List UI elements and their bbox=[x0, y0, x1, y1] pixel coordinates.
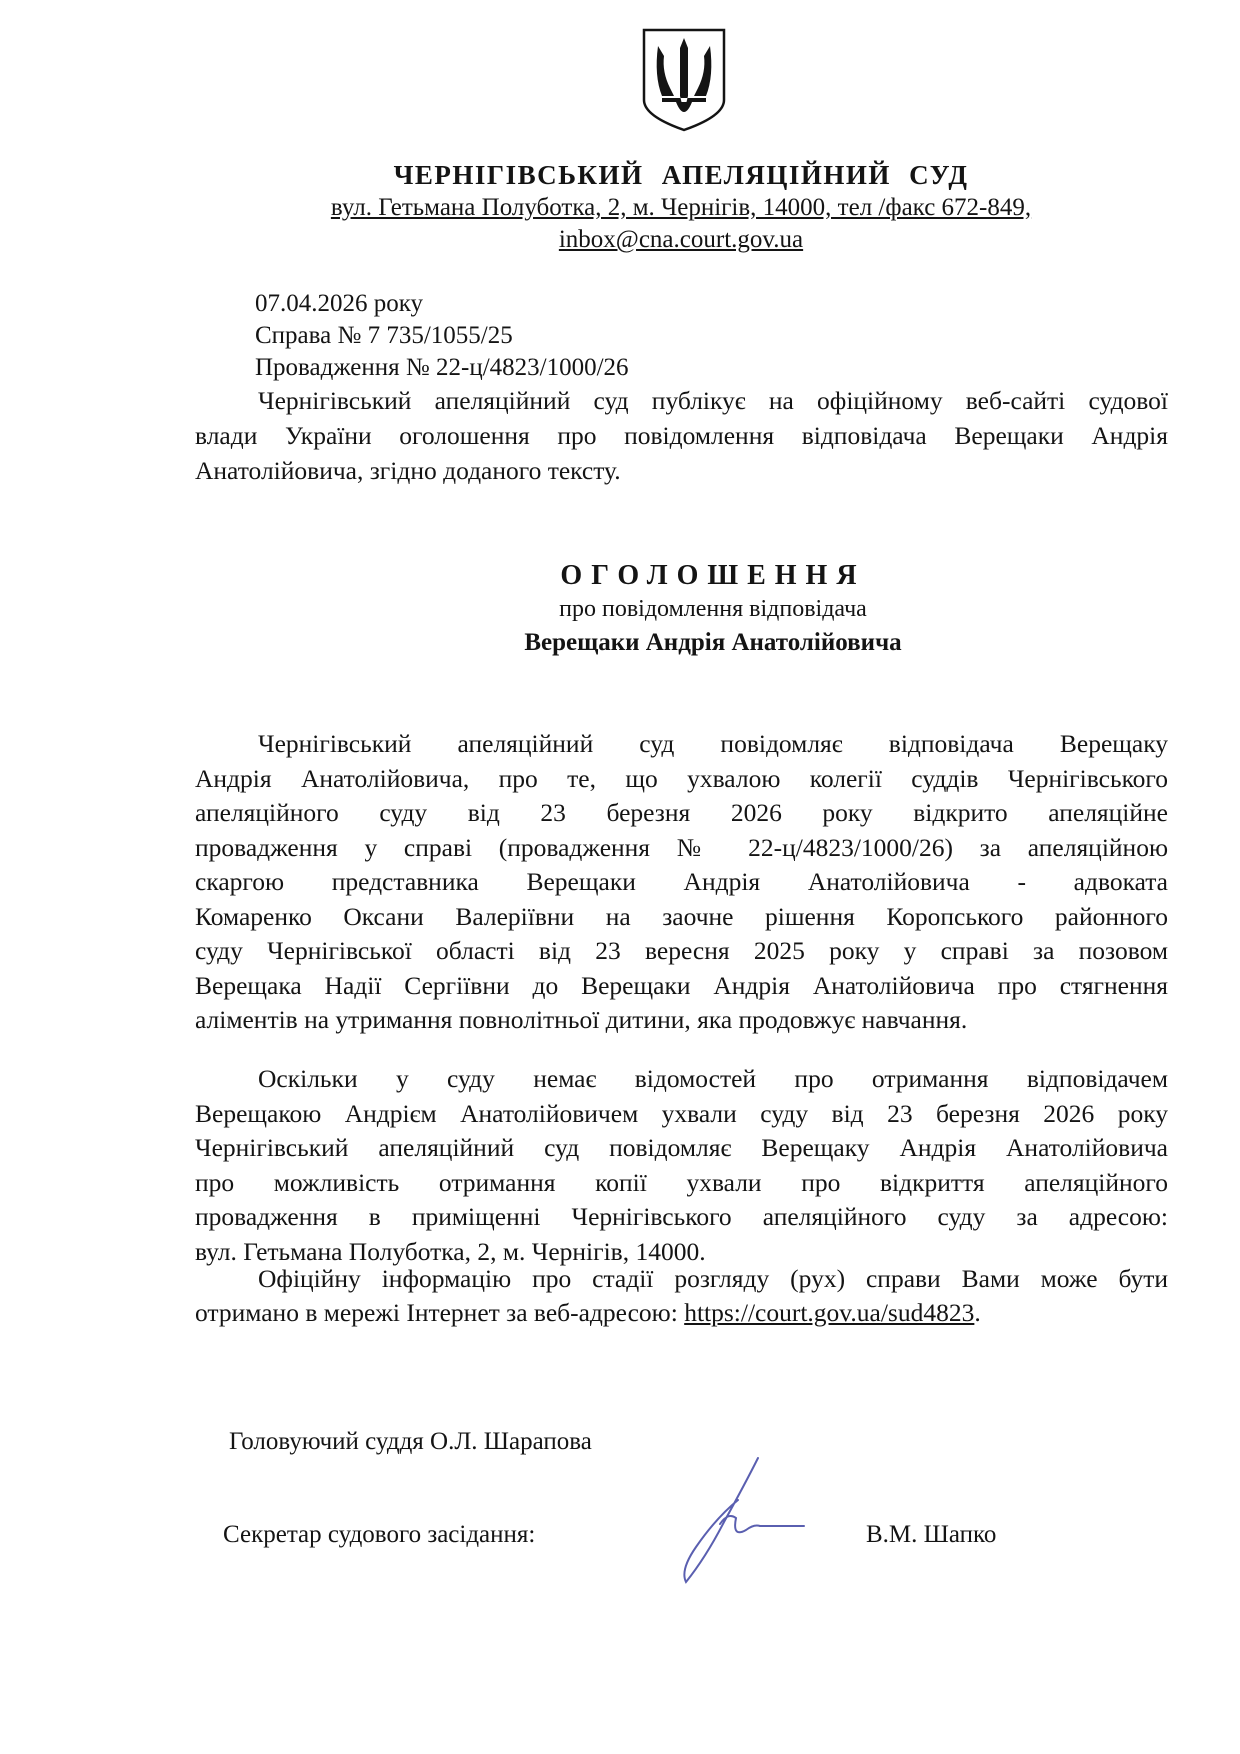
para1-line: Чернігівський апеляційний суд повідомляє відповідача Верещаку bbox=[258, 729, 1168, 758]
para1-line: суду Чернігівської області від 23 вересня 2025 року у справі за позовом bbox=[195, 936, 1168, 965]
para2-line: вул. Гетьмана Полуботка, 2, м. Чернігів, 14000. bbox=[195, 1236, 706, 1266]
para3-text: . bbox=[974, 1298, 981, 1327]
para1-line: апеляційного суду від 23 березня 2026 року відкрито апеляційне bbox=[195, 798, 1168, 827]
para1-line: Комаренко Оксани Валеріївни на заочне рішення Коропського районного bbox=[195, 901, 1168, 931]
para2-line: Верещакою Андрієм Анатолійовичем ухвали суду від 23 березня 2026 року bbox=[195, 1098, 1168, 1128]
para3-line bbox=[195, 1298, 981, 1328]
intro-line: Анатолійовича, згідно доданого тексту. bbox=[195, 456, 621, 485]
letter-date: 07.04.2026 року bbox=[255, 290, 424, 317]
para2-line: Оскільки у суду немає відомостей про отримання відповідачем bbox=[258, 1064, 1168, 1093]
notice-heading: ОГОЛОШЕННЯ bbox=[560, 560, 866, 591]
para1-line: Верещака Надії Сергіївни до Верещаки Андрія Анатолійовича про стягнення bbox=[195, 970, 1168, 1000]
presiding-judge: Головуючий суддя О.Л. Шарапова bbox=[229, 1428, 592, 1455]
notice-defendant-name: Верещаки Андрія Анатолійовича bbox=[524, 629, 902, 656]
notice-subtitle: про повідомлення відповідача bbox=[559, 596, 867, 622]
para1-line: скаргою представника Верещаки Андрія Анатолійовича - адвоката bbox=[195, 867, 1168, 896]
intro-line: Чернігівський апеляційний суд публікує на офіційному веб-сайті судової bbox=[258, 386, 1168, 415]
para3-text: отримано в мережі Інтернет за веб-адресою: bbox=[195, 1298, 685, 1327]
proceeding-number: Провадження № 22-ц/4823/1000/26 bbox=[255, 354, 629, 381]
secretary-label: Секретар судового засідання: bbox=[223, 1521, 536, 1548]
handwritten-signature bbox=[676, 1452, 806, 1587]
intro-line: влади України оголошення про повідомлення відповідача Верещаки Андрія bbox=[195, 421, 1168, 450]
case-status-link[interactable]: https://court.gov.ua/sud4823 bbox=[684, 1298, 975, 1327]
court-address: вул. Гетьмана Полуботка, 2, м. Чернігів, 14000, тел /факс 672-849, bbox=[330, 194, 1032, 221]
court-name: ЧЕРНІГІВСЬКИЙ АПЕЛЯЦІЙНИЙ СУД bbox=[393, 160, 969, 190]
para2-line: про можливість отримання копії ухвали про відкриття апеляційного bbox=[195, 1167, 1168, 1197]
court-email-link[interactable]: inbox@cna.court.gov.ua bbox=[558, 226, 804, 253]
para3-line: Офіційну інформацію про стадії розгляду (рух) справи Вами може бути bbox=[258, 1264, 1168, 1293]
para2-line: провадження в приміщенні Чернігівського апеляційного суду за адресою: bbox=[195, 1202, 1168, 1231]
para1-line: Андрія Анатолійовича, про те, що ухвалою колегії суддів Чернігівського bbox=[195, 763, 1168, 793]
case-number: Справа № 7 735/1055/25 bbox=[255, 322, 513, 349]
para1-line: аліментів на утримання повнолітньої дитини, яка продовжує навчання. bbox=[195, 1005, 968, 1034]
para1-line: провадження у справі (провадження № 22-ц/4823/1000/26) за апеляційною bbox=[195, 832, 1168, 862]
para2-line: Чернігівський апеляційний суд повідомляє Верещаку Андрія Анатолійовича bbox=[195, 1133, 1168, 1162]
coat-of-arms-trident-icon bbox=[640, 26, 728, 132]
secretary-name: В.М. Шапко bbox=[866, 1521, 997, 1548]
